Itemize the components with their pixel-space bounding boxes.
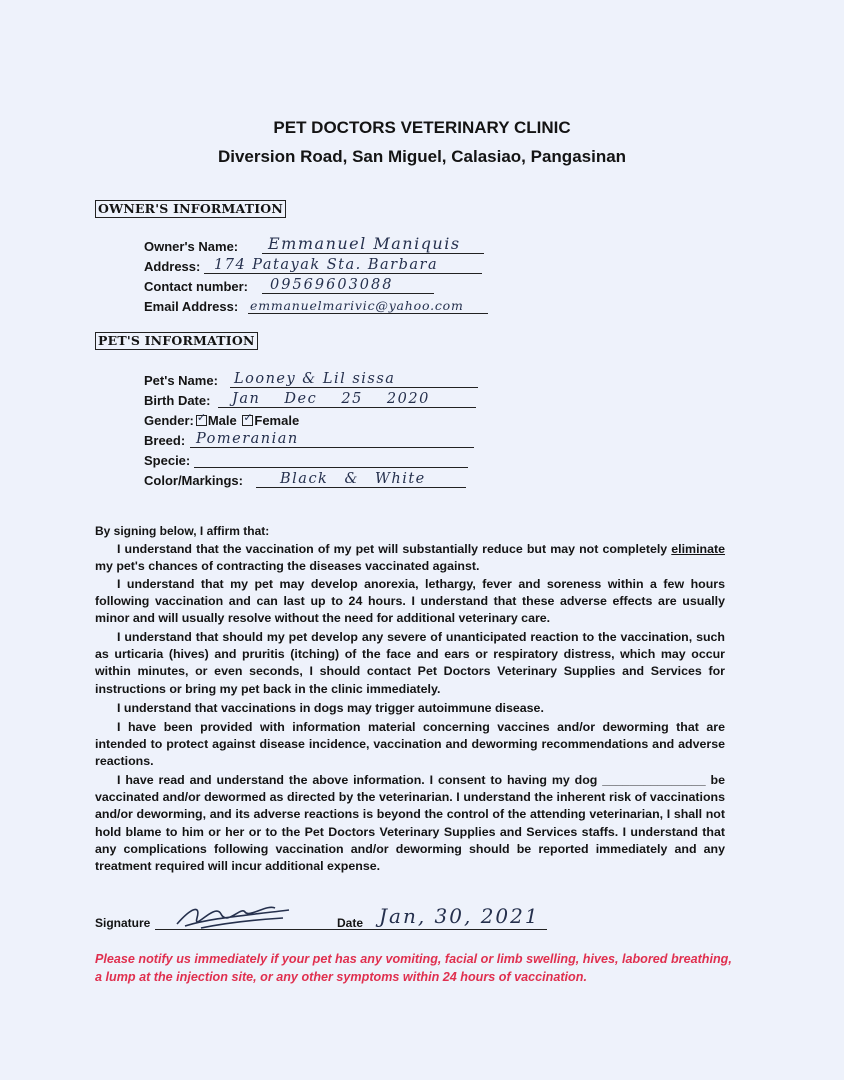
birth-date-value: Jan Dec 25 2020 bbox=[232, 391, 430, 407]
breed-label: Breed: bbox=[144, 433, 186, 448]
pet-section-title: PET'S INFORMATION bbox=[95, 332, 258, 350]
contact-value: 09569603088 bbox=[270, 277, 394, 293]
gender-label: Gender: bbox=[144, 413, 194, 428]
color-markings-label: Color/Markings: bbox=[144, 473, 243, 488]
female-label: Female bbox=[254, 413, 300, 428]
color-markings-value: Black & White bbox=[280, 471, 426, 487]
date-line[interactable] bbox=[371, 929, 547, 930]
consent-paragraph-1: I understand that the vaccination of my pet will substantially reduce but may not completely eliminate my pet's chances of contracting the diseases vaccinated against. bbox=[95, 542, 725, 574]
breed-field[interactable] bbox=[144, 430, 484, 450]
male-label: Male bbox=[207, 413, 237, 428]
signature-label: Signature bbox=[95, 916, 151, 930]
consent-paragraph-6: I have read and understand the above information. I consent to having my dog _______________ be vaccinated and/or dewormed as directed by the veterinarian. I understand the inherent risk of vaccinations and/or deworming, and its adverse reactions is beyond the control of the attending veterinarian, I shall not hold blame to him or her or to the Pet Doctors Veterinary Supplies and Services staffs. I understand that any complications following vaccination and/or deworming should be reported immediately and any treatment required will incur additional expense. bbox=[95, 773, 725, 874]
contact-field[interactable] bbox=[144, 276, 444, 296]
pet-name-value: Looney & Lil sissa bbox=[234, 371, 396, 387]
consent-paragraph-4: I understand that vaccinations in dogs may trigger autoimmune disease. bbox=[117, 701, 544, 715]
owner-section-title: OWNER'S INFORMATION bbox=[95, 200, 286, 218]
signature-row bbox=[95, 900, 735, 934]
birth-date-label: Birth Date: bbox=[144, 393, 211, 408]
female-checkbox[interactable] bbox=[242, 415, 253, 426]
contact-label: Contact number: bbox=[144, 279, 248, 294]
consent-paragraph-5: I have been provided with information material concerning vaccines and/or deworming that are intended to protect against disease incidence, vaccination and deworming recommendations and adverse reactions. bbox=[95, 720, 725, 769]
email-field[interactable] bbox=[144, 296, 524, 316]
clinic-address: Diversion Road, San Miguel, Calasiao, Pangasinan bbox=[217, 147, 627, 166]
pet-name-label: Pet's Name: bbox=[144, 373, 218, 388]
owner-name-field[interactable] bbox=[144, 236, 484, 256]
post-vaccination-notice: Please notify us immediately if your pet has any vomiting, facial or limb swelling, hives, labored breathing, a lump at the injection site, or any other symptoms within 24 hours of vaccination. bbox=[95, 952, 732, 984]
address-label: Address: bbox=[144, 259, 201, 274]
address-value: 174 Patayak Sta. Barbara bbox=[214, 257, 439, 273]
owner-name-label: Owner's Name: bbox=[144, 239, 239, 254]
eliminate-underlined: eliminate bbox=[671, 542, 725, 556]
consent-paragraph-2: I understand that my pet may develop anorexia, lethargy, fever and soreness within a few hours following vaccination and can last up to 24 hours. I understand that these adverse effects are usually minor and will usually resolve without the need for additional veterinary care. bbox=[95, 577, 725, 626]
date-value: Jan, 30, 2021 bbox=[379, 904, 540, 928]
birth-date-field[interactable] bbox=[144, 390, 484, 410]
handwritten-signature bbox=[171, 898, 301, 932]
consent-paragraph-3: I understand that should my pet develop any severe of unanticipated reaction to the vaccination, such as urticaria (hives) and pruritis (itching) of the face and ears or respiratory distress, which may occur within minutes, or even seconds, I should contact Pet Doctors Veterinary Supplies and Services for instructions or bring my pet back in the clinic immediately. bbox=[95, 630, 725, 696]
email-label: Email Address: bbox=[144, 299, 239, 314]
email-value: emmanuelmarivic@yahoo.com bbox=[250, 298, 464, 313]
specie-field[interactable] bbox=[144, 450, 484, 470]
affirm-heading: By signing below, I affirm that: bbox=[95, 524, 270, 538]
pet-name-field[interactable] bbox=[144, 370, 484, 390]
address-field[interactable] bbox=[144, 256, 484, 276]
male-checkbox[interactable] bbox=[196, 415, 207, 426]
gender-field bbox=[144, 410, 484, 430]
specie-label: Specie: bbox=[144, 453, 191, 468]
color-markings-field[interactable] bbox=[144, 470, 484, 490]
date-label: Date bbox=[337, 916, 364, 930]
breed-value: Pomeranian bbox=[196, 431, 299, 447]
clinic-name: PET DOCTORS VETERINARY CLINIC bbox=[273, 118, 571, 137]
owner-name-value: Emmanuel Maniquis bbox=[268, 234, 461, 253]
